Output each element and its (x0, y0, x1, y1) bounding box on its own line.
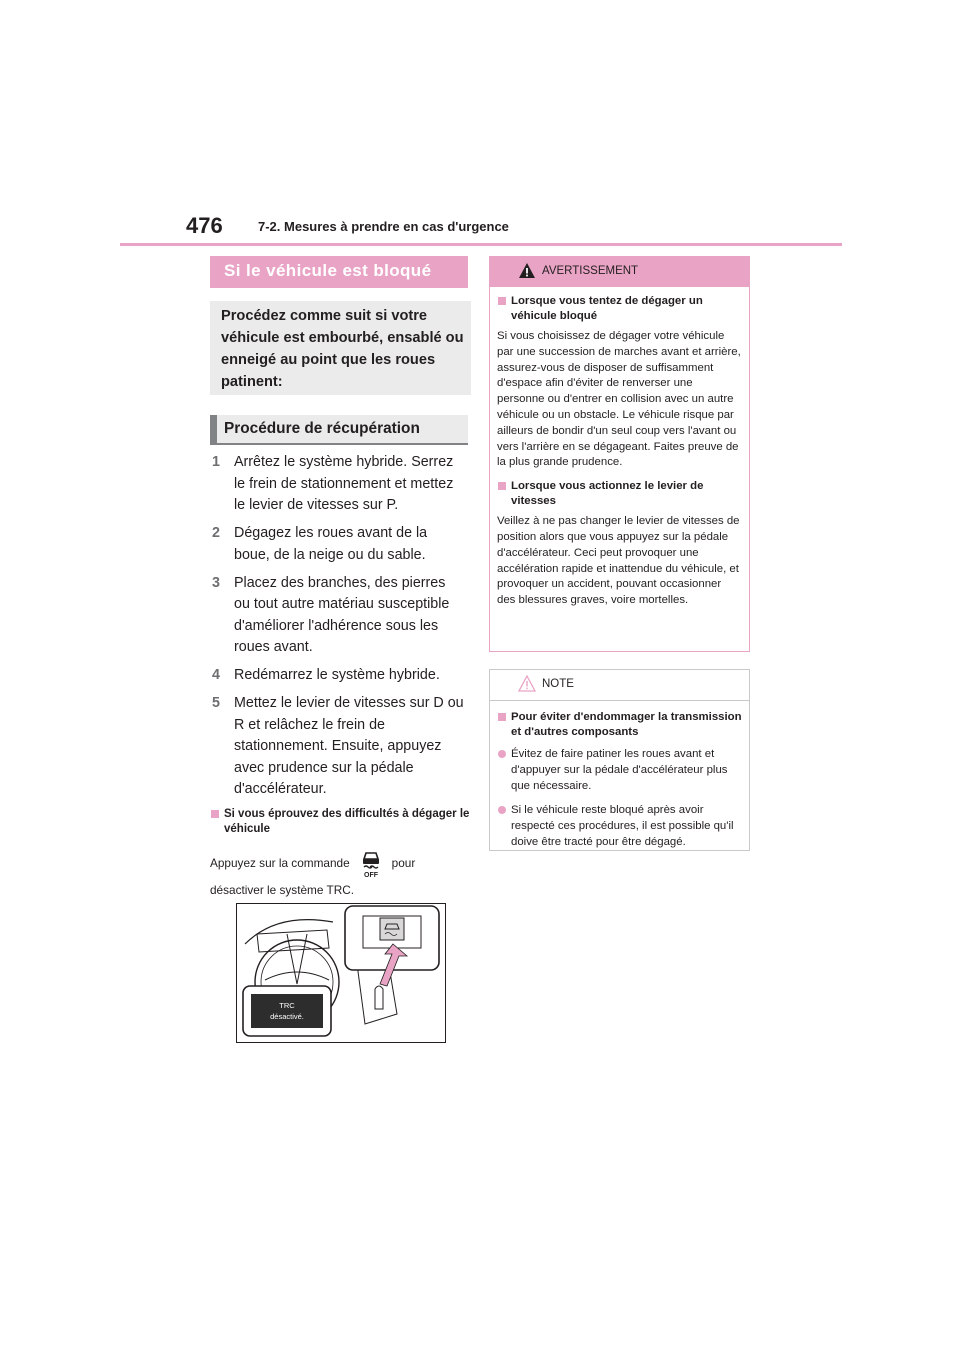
step-item (210, 523, 472, 566)
chapter-title: 7-2. Mesures à prendre en cas d'urgence (258, 219, 509, 234)
difficulty-heading-row (210, 807, 472, 837)
note-box (489, 669, 750, 851)
note-bullet-text: Évitez de faire patiner les roues avant et d'appuyer sur la pédale d'accélérateur plus que nécessaire. (511, 748, 728, 792)
section-title-bar (210, 256, 468, 288)
step-item (210, 452, 472, 517)
warning-text-2: Veillez à ne pas changer le levier de vitesses de position alors que vous appuyez sur la pédale d'accélérateur. Ceci peut provoquer une accélération rapide et inattendue du véhicule, et provoquer un accident, pouvant occasionner des blessures graves, voire mortelles. (497, 515, 740, 607)
step-number: 2 (212, 525, 220, 541)
difficulty-text-before: Appuyez sur la commande (210, 856, 350, 871)
trc-button-illustration (236, 903, 446, 1043)
display-line-2: désactivé. (270, 1012, 304, 1021)
procedure-steps (210, 452, 472, 807)
difficulty-text-after: pour désactiver le système TRC. (210, 856, 416, 897)
step-number: 4 (212, 667, 220, 683)
caution-icon (518, 675, 536, 692)
subsection-title-bar (210, 415, 468, 445)
warning-heading-1: Lorsque vous tentez de dégager un véhicule bloqué (511, 295, 703, 322)
note-bullet (497, 803, 742, 850)
warning-label: AVERTISSEMENT (542, 265, 639, 277)
trc-off-icon (356, 850, 386, 878)
step-text: Mettez le levier de vitesses sur D ou R et relâchez le frein de stationnement. Ensuite, appuyez avec prudence sur la pédale d'accélérateur. (234, 695, 464, 797)
warning-header (490, 257, 749, 287)
square-bullet-icon (498, 713, 506, 721)
display-line-1: TRC (279, 1001, 295, 1010)
square-bullet-icon (498, 297, 506, 305)
step-item (210, 665, 472, 687)
warning-icon (518, 262, 536, 279)
note-header (490, 670, 749, 701)
warning-box (489, 256, 750, 652)
step-text: Placez des branches, des pierres ou tout autre matériau susceptible d'améliorer l'adhérence sous les roues avant. (234, 574, 450, 655)
round-bullet-icon (498, 806, 506, 814)
difficulty-heading: Si vous éprouvez des difficultés à dégager le véhicule (224, 808, 470, 835)
step-item (210, 573, 472, 659)
note-bullet (497, 747, 742, 794)
note-label: NOTE (542, 678, 574, 690)
step-text: Dégagez les roues avant de la boue, de la neige ou du sable. (234, 525, 428, 563)
note-heading: Pour éviter d'endommager la transmission et d'autres composants (511, 711, 742, 738)
step-number: 3 (212, 574, 220, 591)
difficulty-text (210, 850, 472, 902)
square-bullet-icon (211, 810, 219, 818)
step-text: Redémarrez le système hybride. (234, 667, 440, 683)
step-text: Arrêtez le système hybride. Serrez le frein de stationnement et mettez le levier de vitesses sur P. (234, 454, 454, 513)
section-title: Si le véhicule est bloqué (224, 261, 432, 280)
note-bullet-text: Si le véhicule reste bloqué après avoir respecté ces procédures, il est possible qu'il doive être tracté pour être dégagé. (511, 804, 734, 848)
warning-text-1: Si vous choisissez de dégager votre véhicule par une succession de marches avant et arrière, assurez-vous de disposer de suffisamment d'espace afin d'éviter de renverser une personne ou d'entrer en collision avec un autre véhicule ou un obstacle. Le véhicule risque par ailleurs de bondir d'un seul coup vers l'avant ou vers l'arrière en se dégageant. Faites preuve de la plus grande prudence. (497, 330, 741, 469)
warning-item-heading (497, 479, 742, 509)
step-number: 5 (212, 695, 220, 711)
subsection-title: Procédure de récupération (224, 420, 420, 437)
intro-text: Procédez comme suit si votre véhicule est embourbé, ensablé ou enneigé au point que les roues patinent: (221, 308, 464, 390)
header-divider (120, 243, 842, 246)
trc-off-label: OFF (363, 872, 378, 878)
step-number: 1 (212, 454, 220, 470)
round-bullet-icon (498, 750, 506, 758)
intro-box (210, 301, 471, 395)
step-item (210, 693, 472, 801)
warning-heading-2: Lorsque vous actionnez le levier de vitesses (511, 480, 704, 508)
square-bullet-icon (498, 482, 506, 490)
note-heading-row (497, 710, 742, 740)
warning-item-heading (497, 294, 742, 324)
page-number: 476 (186, 213, 223, 238)
